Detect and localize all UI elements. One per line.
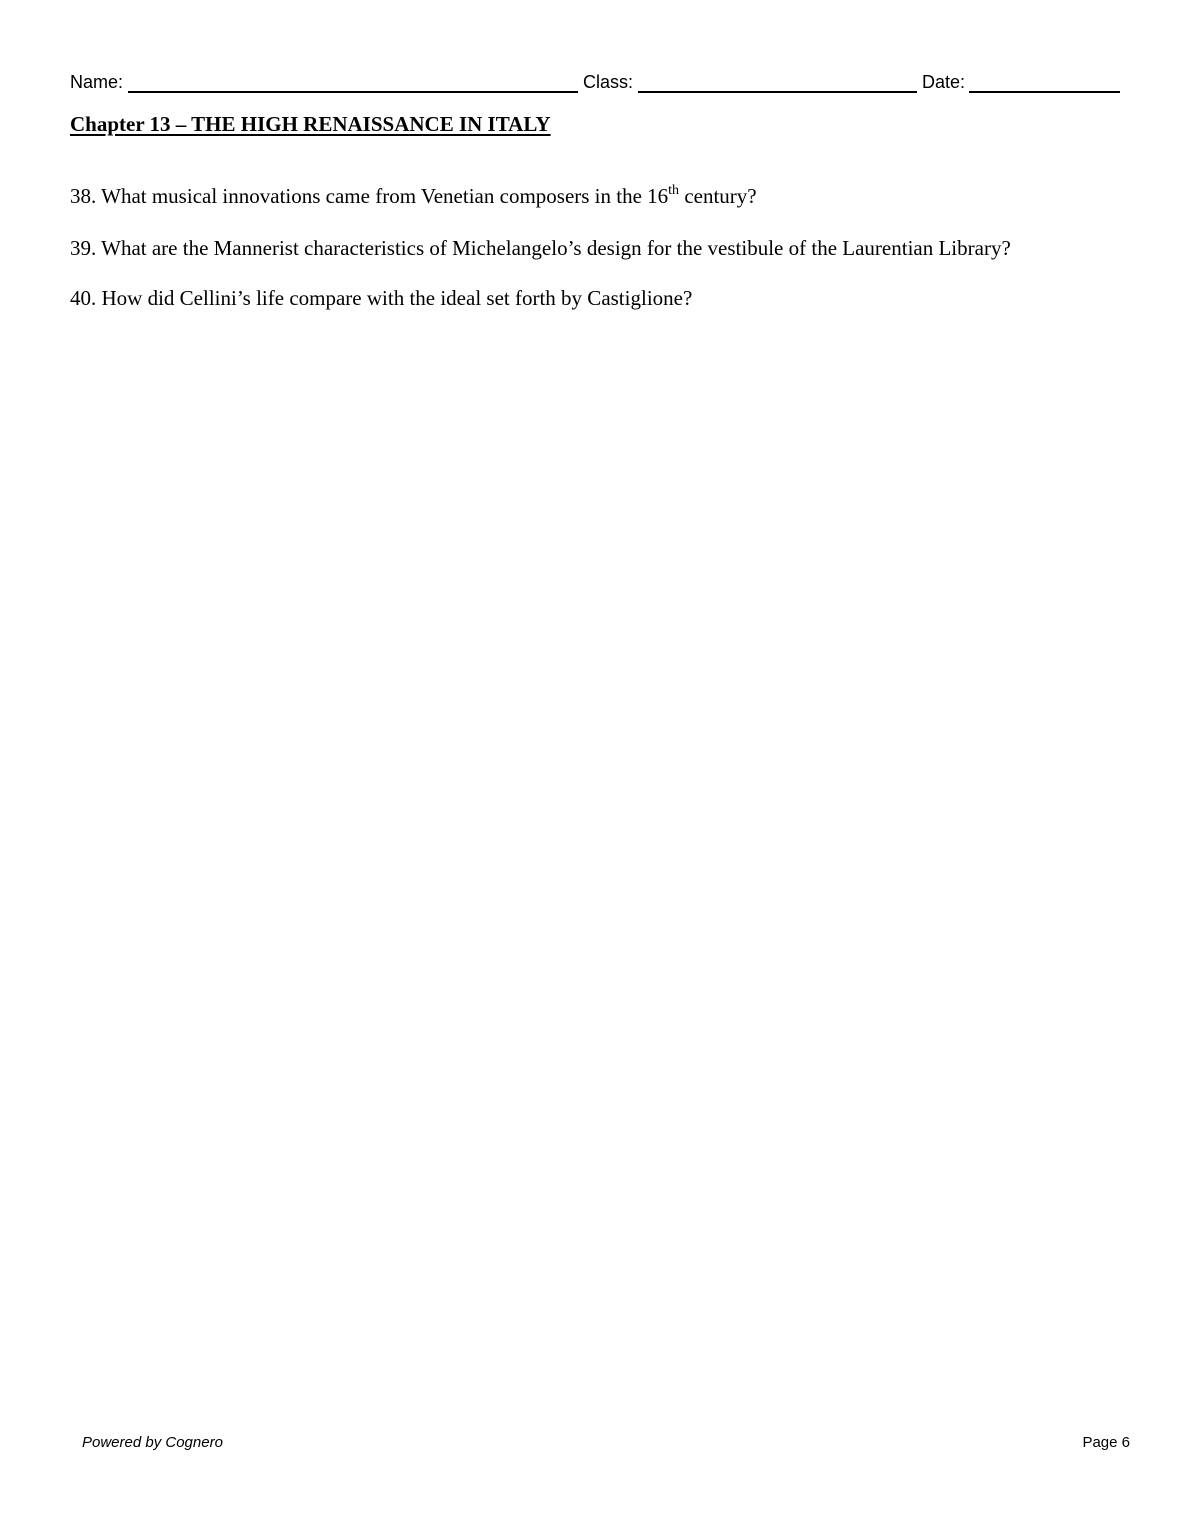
date-label: Date:	[922, 72, 966, 92]
header-fields	[70, 70, 1120, 96]
powered-by-footer: Powered by Cognero	[82, 1434, 223, 1451]
ordinal-suffix: th	[668, 183, 680, 198]
class-label: Class:	[583, 72, 634, 92]
question-39: 39. What are the Mannerist characteristics of Michelangelo’s design for the vestibule of the Laurentian Library?	[70, 236, 1011, 260]
question-38-text: 38. What musical innovations came from Venetian composers in the 16	[70, 184, 669, 208]
question-38-text-end: century?	[679, 184, 757, 208]
name-label: Name:	[70, 72, 124, 92]
page-number: Page 6	[1082, 1434, 1130, 1451]
date-field[interactable]	[969, 91, 1120, 93]
question-40: 40. How did Cellini’s life compare with the ideal set forth by Castiglione?	[70, 286, 693, 310]
class-field[interactable]	[638, 91, 917, 93]
chapter-title: Chapter 13 – THE HIGH RENAISSANCE IN ITALY	[70, 112, 551, 136]
name-field[interactable]	[128, 91, 578, 93]
question-38	[70, 182, 757, 210]
